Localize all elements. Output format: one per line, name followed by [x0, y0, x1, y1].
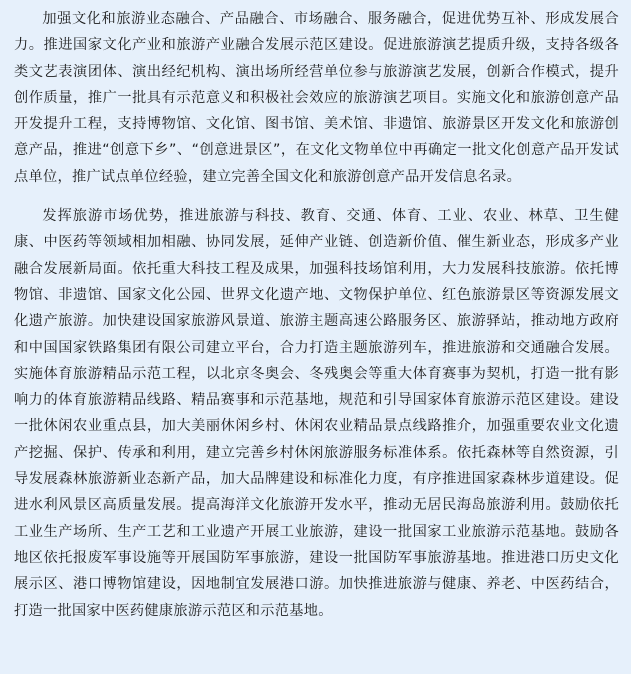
paragraph-tourism-industry-integration: 发挥旅游市场优势，推进旅游与科技、教育、交通、体育、工业、农业、林草、卫生健康、中医药等领域相加相融、协同发展，延伸产业链、创造新价值、催生新业态，形成多产业融合发展新局面。依托重大科技工程及成果，加强科技场馆利用，大力发展科技旅游。依托博物馆、非遗馆、国家文化公园、世界文化遗产地、文物保护单位、红色旅游景区等资源发展文化遗产旅游。加快建设国家旅游风景道、旅游主题高速公路服务区、旅游驿站，推动地方政府和中国国家铁路集团有限公司建立平台，合力打造主题旅游列车，推进旅游和交通融合发展。实施体育旅游精品示范工程，以北京冬奥会、冬残奥会等重大体育赛事为契机，打造一批有影响力的体育旅游精品线路、精品赛事和示范基地，规范和引导国家体育旅游示范区建设。建设一批休闲农业重点县，加大美丽休闲乡村、休闲农业精品景点线路推介，加强重要农业文化遗产挖掘、保护、传承和利用，建立完善乡村休闲旅游服务标准体系。依托森林等自然资源，引导发展森林旅游新业态新产品，加大品牌建设和标准化力度，有序推进国家森林步道建设。促进水利风景区高质量发展。提高海洋文化旅游开发水平，推动无居民海岛旅游利用。鼓励依托工业生产场所、生产工艺和工业遗产开展工业旅游，建设一批国家工业旅游示范基地。鼓励各地区依托报废军事设施等开展国防军事旅游，建设一批国防军事旅游基地。推进港口历史文化展示区、港口博物馆建设，因地制宜发展港口游。加快推进旅游与健康、养老、中医药结合，打造一批国家中医药健康旅游示范区和示范基地。: [14, 208, 619, 619]
paragraph-culture-tourism-integration: 加强文化和旅游业态融合、产品融合、市场融合、服务融合，促进优势互补、形成发展合力。推进国家文化产业和旅游产业融合发展示范区建设。促进旅游演艺提质升级，支持各级各类文艺表演团体、演出经纪机构、演出场所经营单位参与旅游演艺发展，创新合作模式，提升创作质量，推广一批具有示范意义和积极社会效应的旅游演艺项目。实施文化和旅游创意产品开发提升工程，支持博物馆、文化馆、图书馆、美术馆、非遗馆、旅游景区开发文化和旅游创意产品，推进“创意下乡”、“创意进景区”，在文化文物单位中再确定一批文化创意产品开发试点单位，推广试点单位经验，建立完善全国文化和旅游创意产品开发信息名录。: [14, 11, 619, 185]
